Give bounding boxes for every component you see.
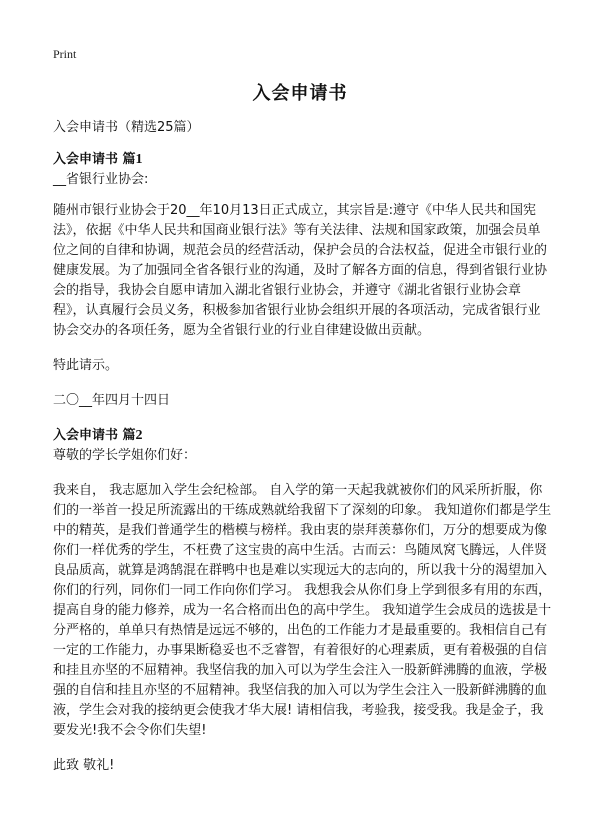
salutation: 尊敬的学长学姐你们好：: [53, 448, 197, 463]
print-link[interactable]: Print: [53, 47, 77, 61]
section-heading-number: 1: [135, 152, 143, 167]
body-paragraph: 随州市银行业协会于20__年10月13日正式成立，其宗旨是:遵守《中华人民共和国宪法》，依据《中华人民共和国商业银行法》等有关法律、法规和国家政策，加强会员单位之间的自律和协调，规范会员的经营活动，保护会员的合法权益，促进全市银行业的健康发展。为了加强同全省各银行业的沟通，及时了解各方面的信息，得到省银行业协会的指导，我协会自愿申请加入湖北省银行业协会，并遵守《湖北省银行业协会章程》，认真履行会员义务，积极参加省银行业协会组织开展的各项活动，完成省银行业协会交办的各项任务，愿为全省银行业的行业自律建设做出贡献。: [53, 203, 548, 338]
section-heading: [53, 426, 553, 446]
section-1: [53, 150, 553, 411]
body-paragraph: 我来自， 我志愿加入学生会纪检部。 自入学的第一天起我就被你们的风采所折服，你们的一举首一投足所流露出的干练成熟就给我留下了深刻的印象。 我知道你们都是学生中的精英，是我们普通学生的楷模与榜样。我由衷的崇拜羡慕你们，万分的想要成为像你们一样优秀的学生，不枉费了这宝贵的高中生活。古而云：鸟随凤窝飞腾远，人伴贤良品质高，就算是鸿鹄混在群鸭中也是难以实现远大的志向的，所以我十分的渴望加入你们的行列，同你们一同工作向你们学习。 我想我会从你们身上学到很多有用的东西，提高自身的能力修养，成为一名合格而出色的高中学生。 我知道学生会成员的选拔是十分严格的，单单只有热情是远远不够的，出色的工作能力才是最重要的。我相信自己有一定的工作能力，办事果断稳妥也不乏睿智，有着很好的心理素质，更有着极强的自信和挂且亦坚的不屈精神。我坚信我的加入可以为学生会注入一股新鲜沸腾的血液，学极强的自信和挂且亦坚的不屈精神。我坚信我的加入可以为学生会注入一股新鲜沸腾的血液，学生会对我的接纳更会使我才华大展! 请相信我，考验我，接受我。我是金子，我要发光!我不会令你们失望!: [53, 483, 552, 738]
document-subtitle: 入会申请书（精选25篇）: [53, 120, 200, 135]
closing-text: 此致 敬礼!: [53, 758, 115, 773]
closing-text: 特此请示。: [53, 358, 119, 373]
document-title: 入会申请书: [252, 83, 348, 104]
date-line: 二〇__年四月十四日: [53, 393, 171, 408]
section-heading-text: 入会申请书 篇: [53, 152, 136, 167]
document-content: [53, 118, 553, 776]
section-heading-number: 2: [135, 428, 143, 443]
salutation: __省银行业协会:: [53, 172, 149, 187]
section-heading-text: 入会申请书 篇: [53, 428, 136, 443]
section-2: [53, 426, 553, 776]
section-heading: [53, 150, 553, 170]
